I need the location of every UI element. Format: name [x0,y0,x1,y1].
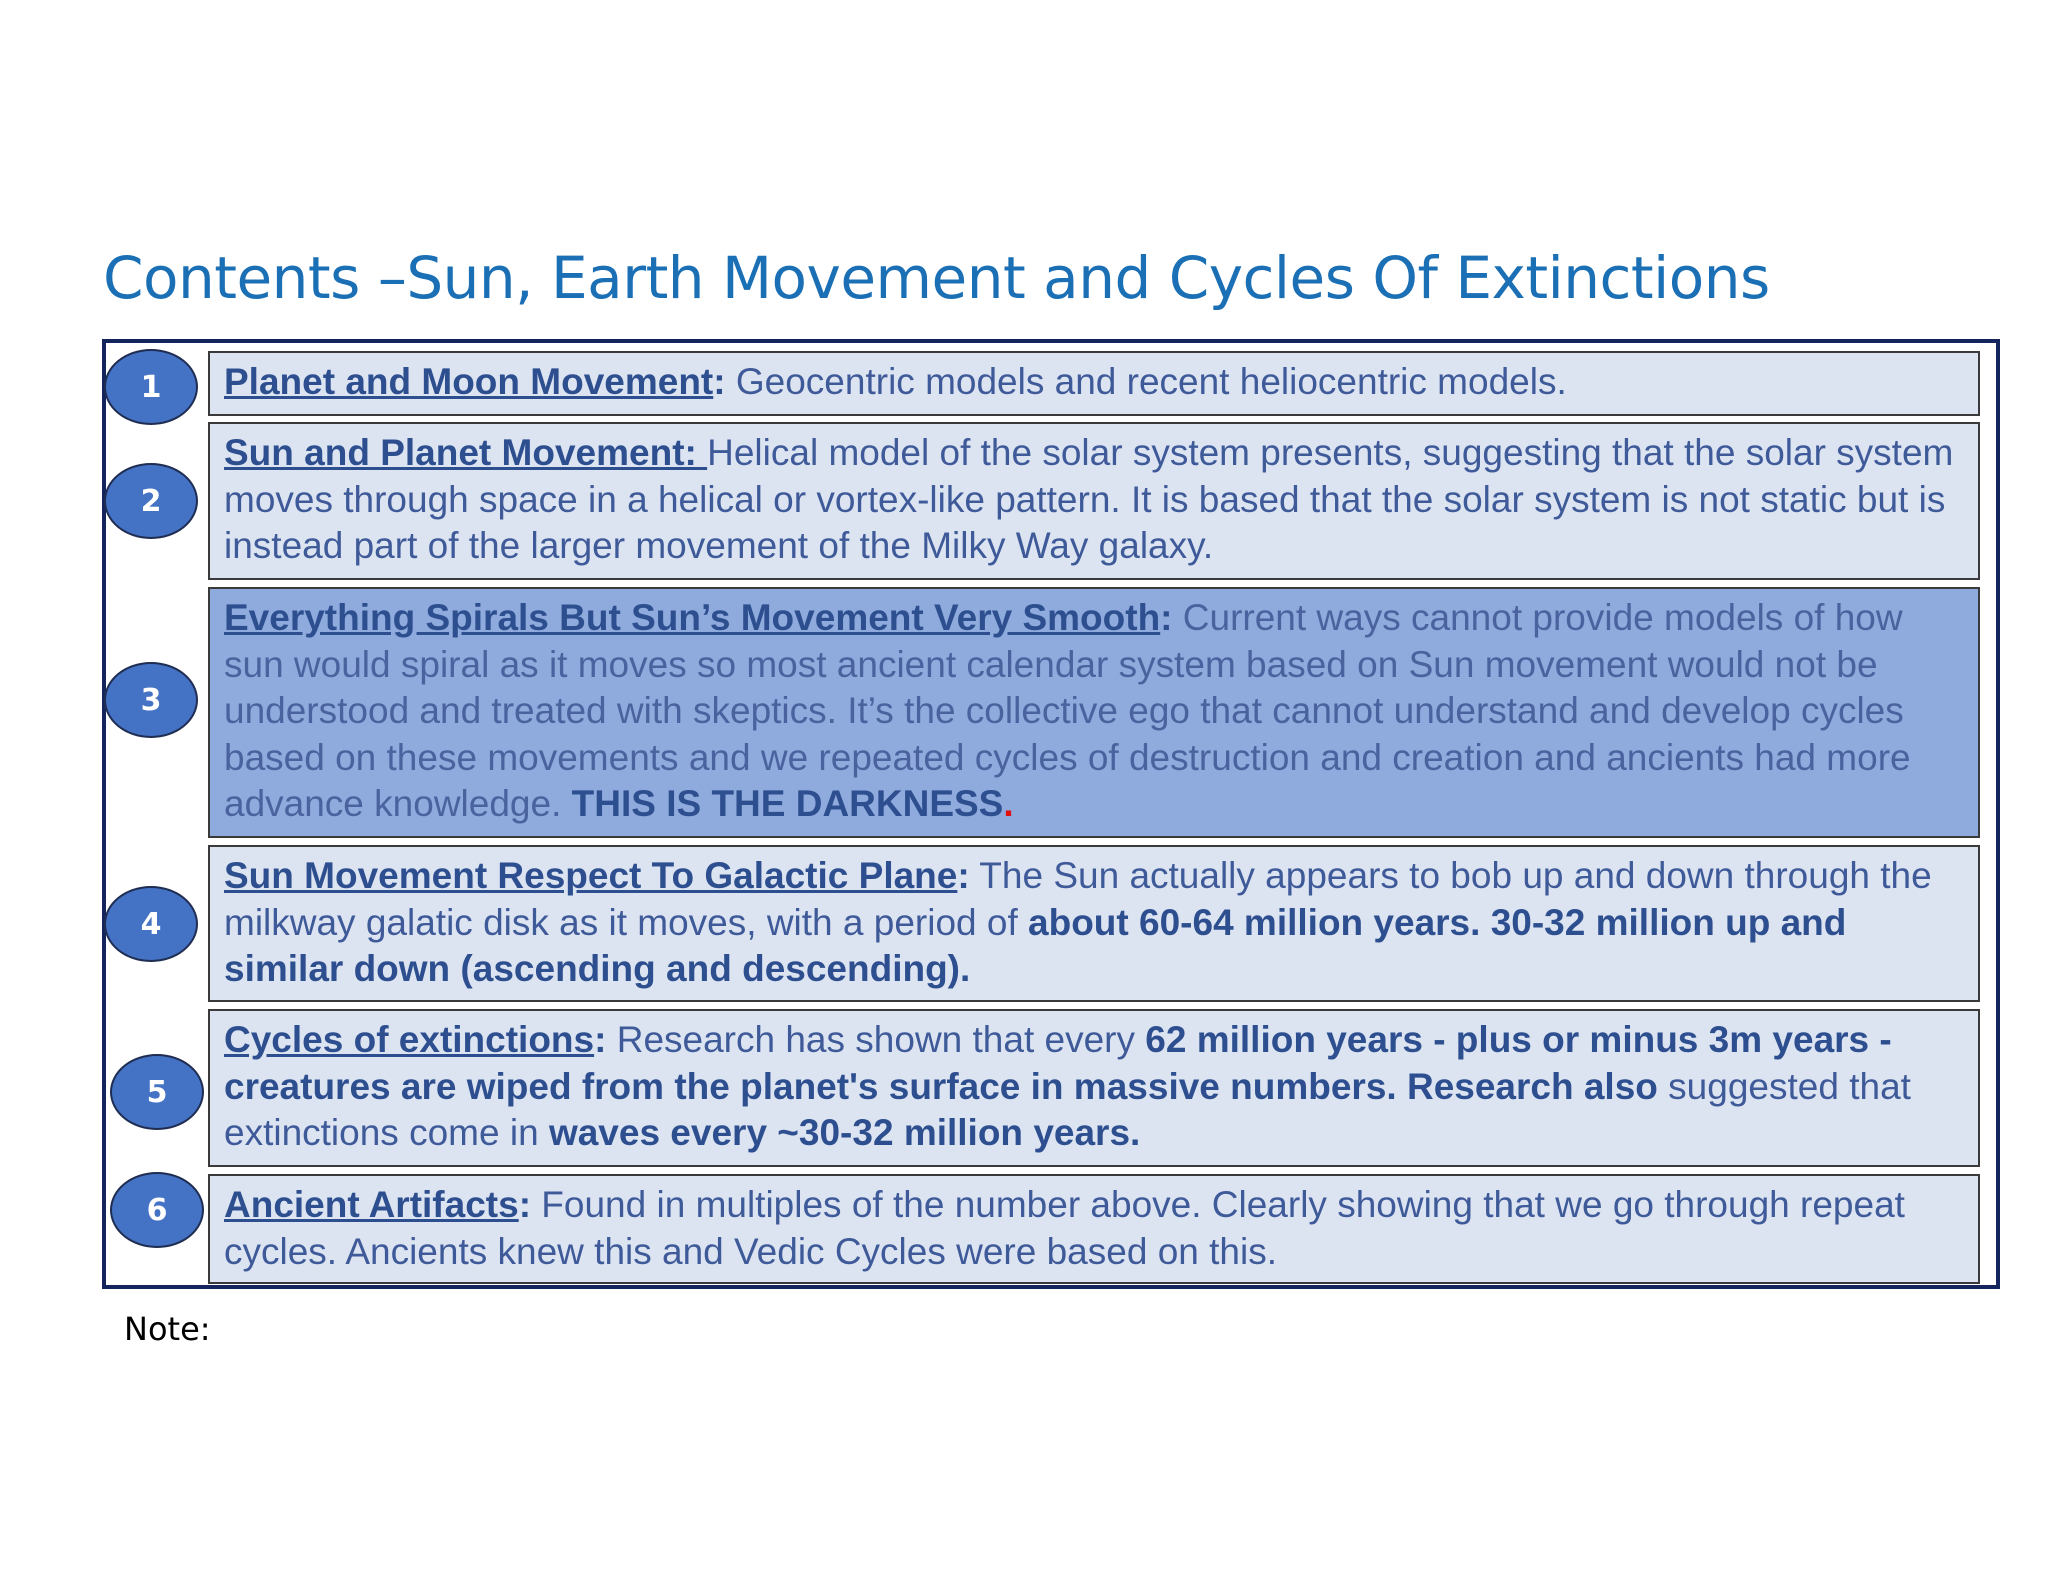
content-item-3 [208,587,1980,838]
item-heading: Everything Spirals But Sun’s Movement Very Smooth [224,597,1161,638]
item-number-badge-3: 3 [104,662,198,738]
item-number-badge-2: 2 [104,463,198,539]
content-item-1 [208,351,1980,416]
content-item-6 [208,1174,1980,1284]
item-heading-colon: : [1160,597,1173,638]
item-heading: Ancient Artifacts [224,1184,519,1225]
item-heading-colon: : [713,361,726,402]
item-text: Found in multiples of the number above. Clearly showing that we go through repeat cycles. Ancients knew this and Vedic Cycles were based on this. [224,1184,1905,1272]
content-item-2 [208,422,1980,580]
item-bold-text: 62 million years - plus or minus 3m years - creatures are wiped from the planet's surface in massive numbers. Research also [224,1019,1892,1107]
page-title: Contents –Sun, Earth Movement and Cycles Of Extinctions [103,244,1770,312]
item-bold-text: about 60-64 million years. 30-32 million up and similar down (ascending and descending). [224,901,1847,989]
item-text-2: suggested that extinctions come in [224,1065,1911,1153]
item-text: The Sun actually appears to bob up and down through the milkway galatic disk as it moves, with a period of [224,855,1932,943]
item-text: Helical model of the solar system presents, suggesting that the solar system moves through space in a helical or vortex-like pattern. It is based that the solar system is not static but is instead part of the larger movement of the Milky Way galaxy. [224,432,1954,566]
item-heading: Cycles of extinctions [224,1019,595,1060]
item-text: Geocentric models and recent heliocentric models. [725,361,1567,402]
item-bold-text-2: waves every ~30-32 million years. [548,1112,1141,1153]
item-text: Current ways cannot provide models of how sun would spiral as it moves so most ancient calendar system based on Sun movement would not be understood and treated with skeptics. It’s the collective ego that cannot understand and develop cycles based on these movements and we repeated cycles of destruction and creation and ancients had more advance knowledge. [224,597,1911,824]
darkness-emphasis: THIS IS THE DARKNESS [571,783,1004,824]
content-item-5 [208,1009,1980,1167]
item-heading-colon: : [957,855,970,896]
item-number-badge-5: 5 [110,1054,204,1130]
note-label: Note: [124,1310,211,1348]
item-text: Research has shown that every [606,1019,1146,1060]
item-number-badge-1: 1 [104,349,198,425]
red-period: . [1003,783,1014,824]
item-heading: Planet and Moon Movement [224,361,714,402]
item-number-badge-6: 6 [110,1172,204,1248]
item-heading: Sun and Planet Movement: [224,432,708,473]
item-heading-colon: : [518,1184,532,1225]
item-heading: Sun Movement Respect To Galactic Plane [224,855,958,896]
item-number-badge-4: 4 [104,886,198,962]
item-heading-colon: : [594,1019,607,1060]
content-item-4 [208,845,1980,1002]
